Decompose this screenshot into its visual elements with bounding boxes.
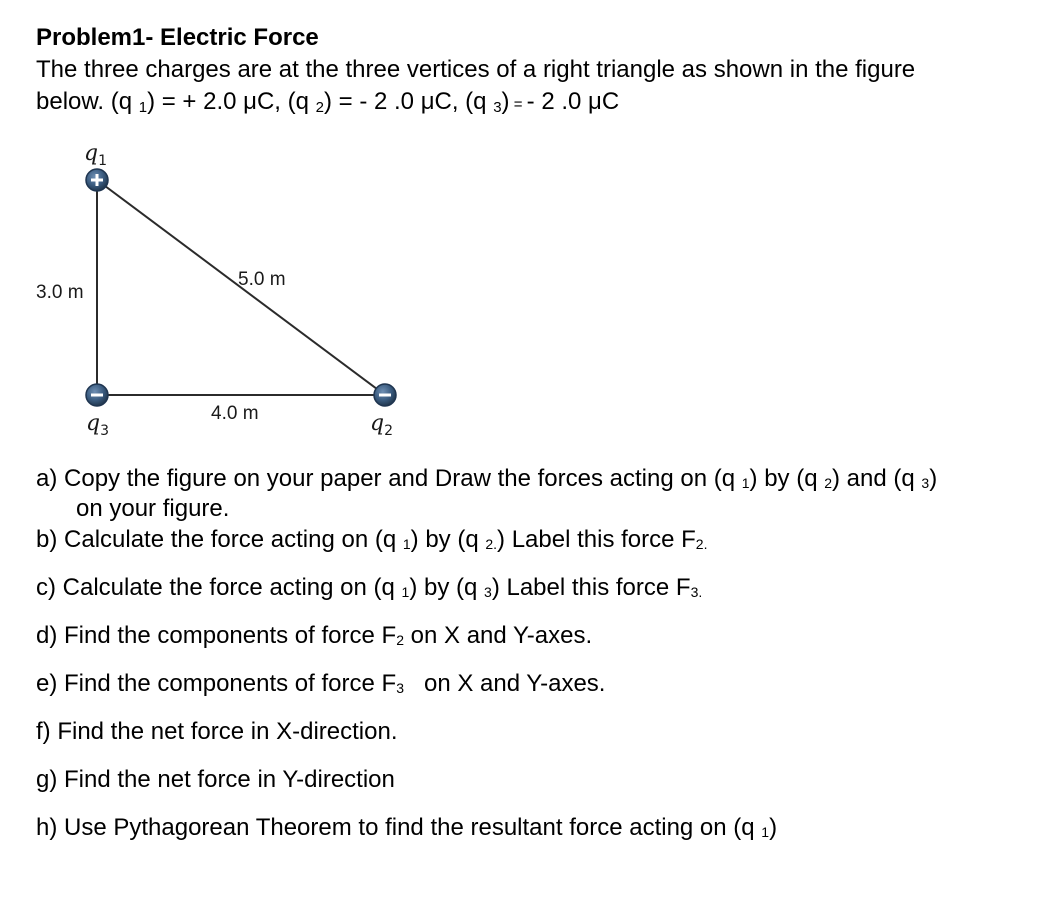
- intro-q2-value: ) = - 2 .0 μC, (q: [323, 88, 494, 115]
- question-a-line-2: on your figure.: [76, 495, 230, 522]
- question-d: d) Find the components of force F2 on X and Y-axes.: [36, 622, 593, 649]
- intro-line-1: The three charges are at the three vertices of a right triangle as shown in the figure: [36, 56, 916, 83]
- intro-q3-subscript: 3: [493, 99, 502, 116]
- intro-line-2: [36, 88, 619, 119]
- intro-q2-subscript: 2: [315, 99, 324, 116]
- q3-label: $q_3$: [86, 411, 110, 439]
- question-b: b) Calculate the force acting on (q 1) by (q 2.) Label this force F2.: [36, 526, 708, 553]
- intro-q3-equals: =: [509, 96, 527, 113]
- side-horizontal-label: 4.0 m: [211, 403, 259, 424]
- q3-negative-charge-icon: [86, 384, 108, 406]
- intro-q1-value: ) = + 2.0 μC, (q: [147, 88, 316, 115]
- intro-q3-value: - 2 .0 μC: [526, 88, 620, 115]
- intro-q3-close: ): [501, 88, 510, 115]
- question-g: g) Find the net force in Y-direction: [36, 766, 395, 793]
- question-c: c) Calculate the force acting on (q 1) by (q 3) Label this force F3.: [36, 574, 703, 601]
- q1-positive-charge-icon: [86, 169, 108, 191]
- side-hypotenuse-label: 5.0 m: [238, 269, 286, 290]
- question-f: f) Find the net force in X-direction.: [36, 718, 398, 745]
- triangle-figure: [30, 138, 430, 448]
- question-a-line-1: a) Copy the figure on your paper and Draw the forces acting on (q 1) by (q 2) and (q 3): [36, 465, 938, 492]
- side-vertical-label: 3.0 m: [36, 282, 84, 303]
- question-e: e) Find the components of force F3 on X and Y-axes.: [36, 670, 606, 697]
- intro-prefix: below. (q: [36, 88, 139, 115]
- question-h: h) Use Pythagorean Theorem to find the resultant force acting on (q 1): [36, 814, 778, 841]
- problem-title: Problem1- Electric Force: [36, 24, 319, 51]
- q2-negative-charge-icon: [374, 384, 396, 406]
- intro-q1-subscript: 1: [138, 99, 148, 116]
- q2-label: $q_2$: [370, 411, 394, 439]
- q1-label: $q_1$: [84, 141, 108, 169]
